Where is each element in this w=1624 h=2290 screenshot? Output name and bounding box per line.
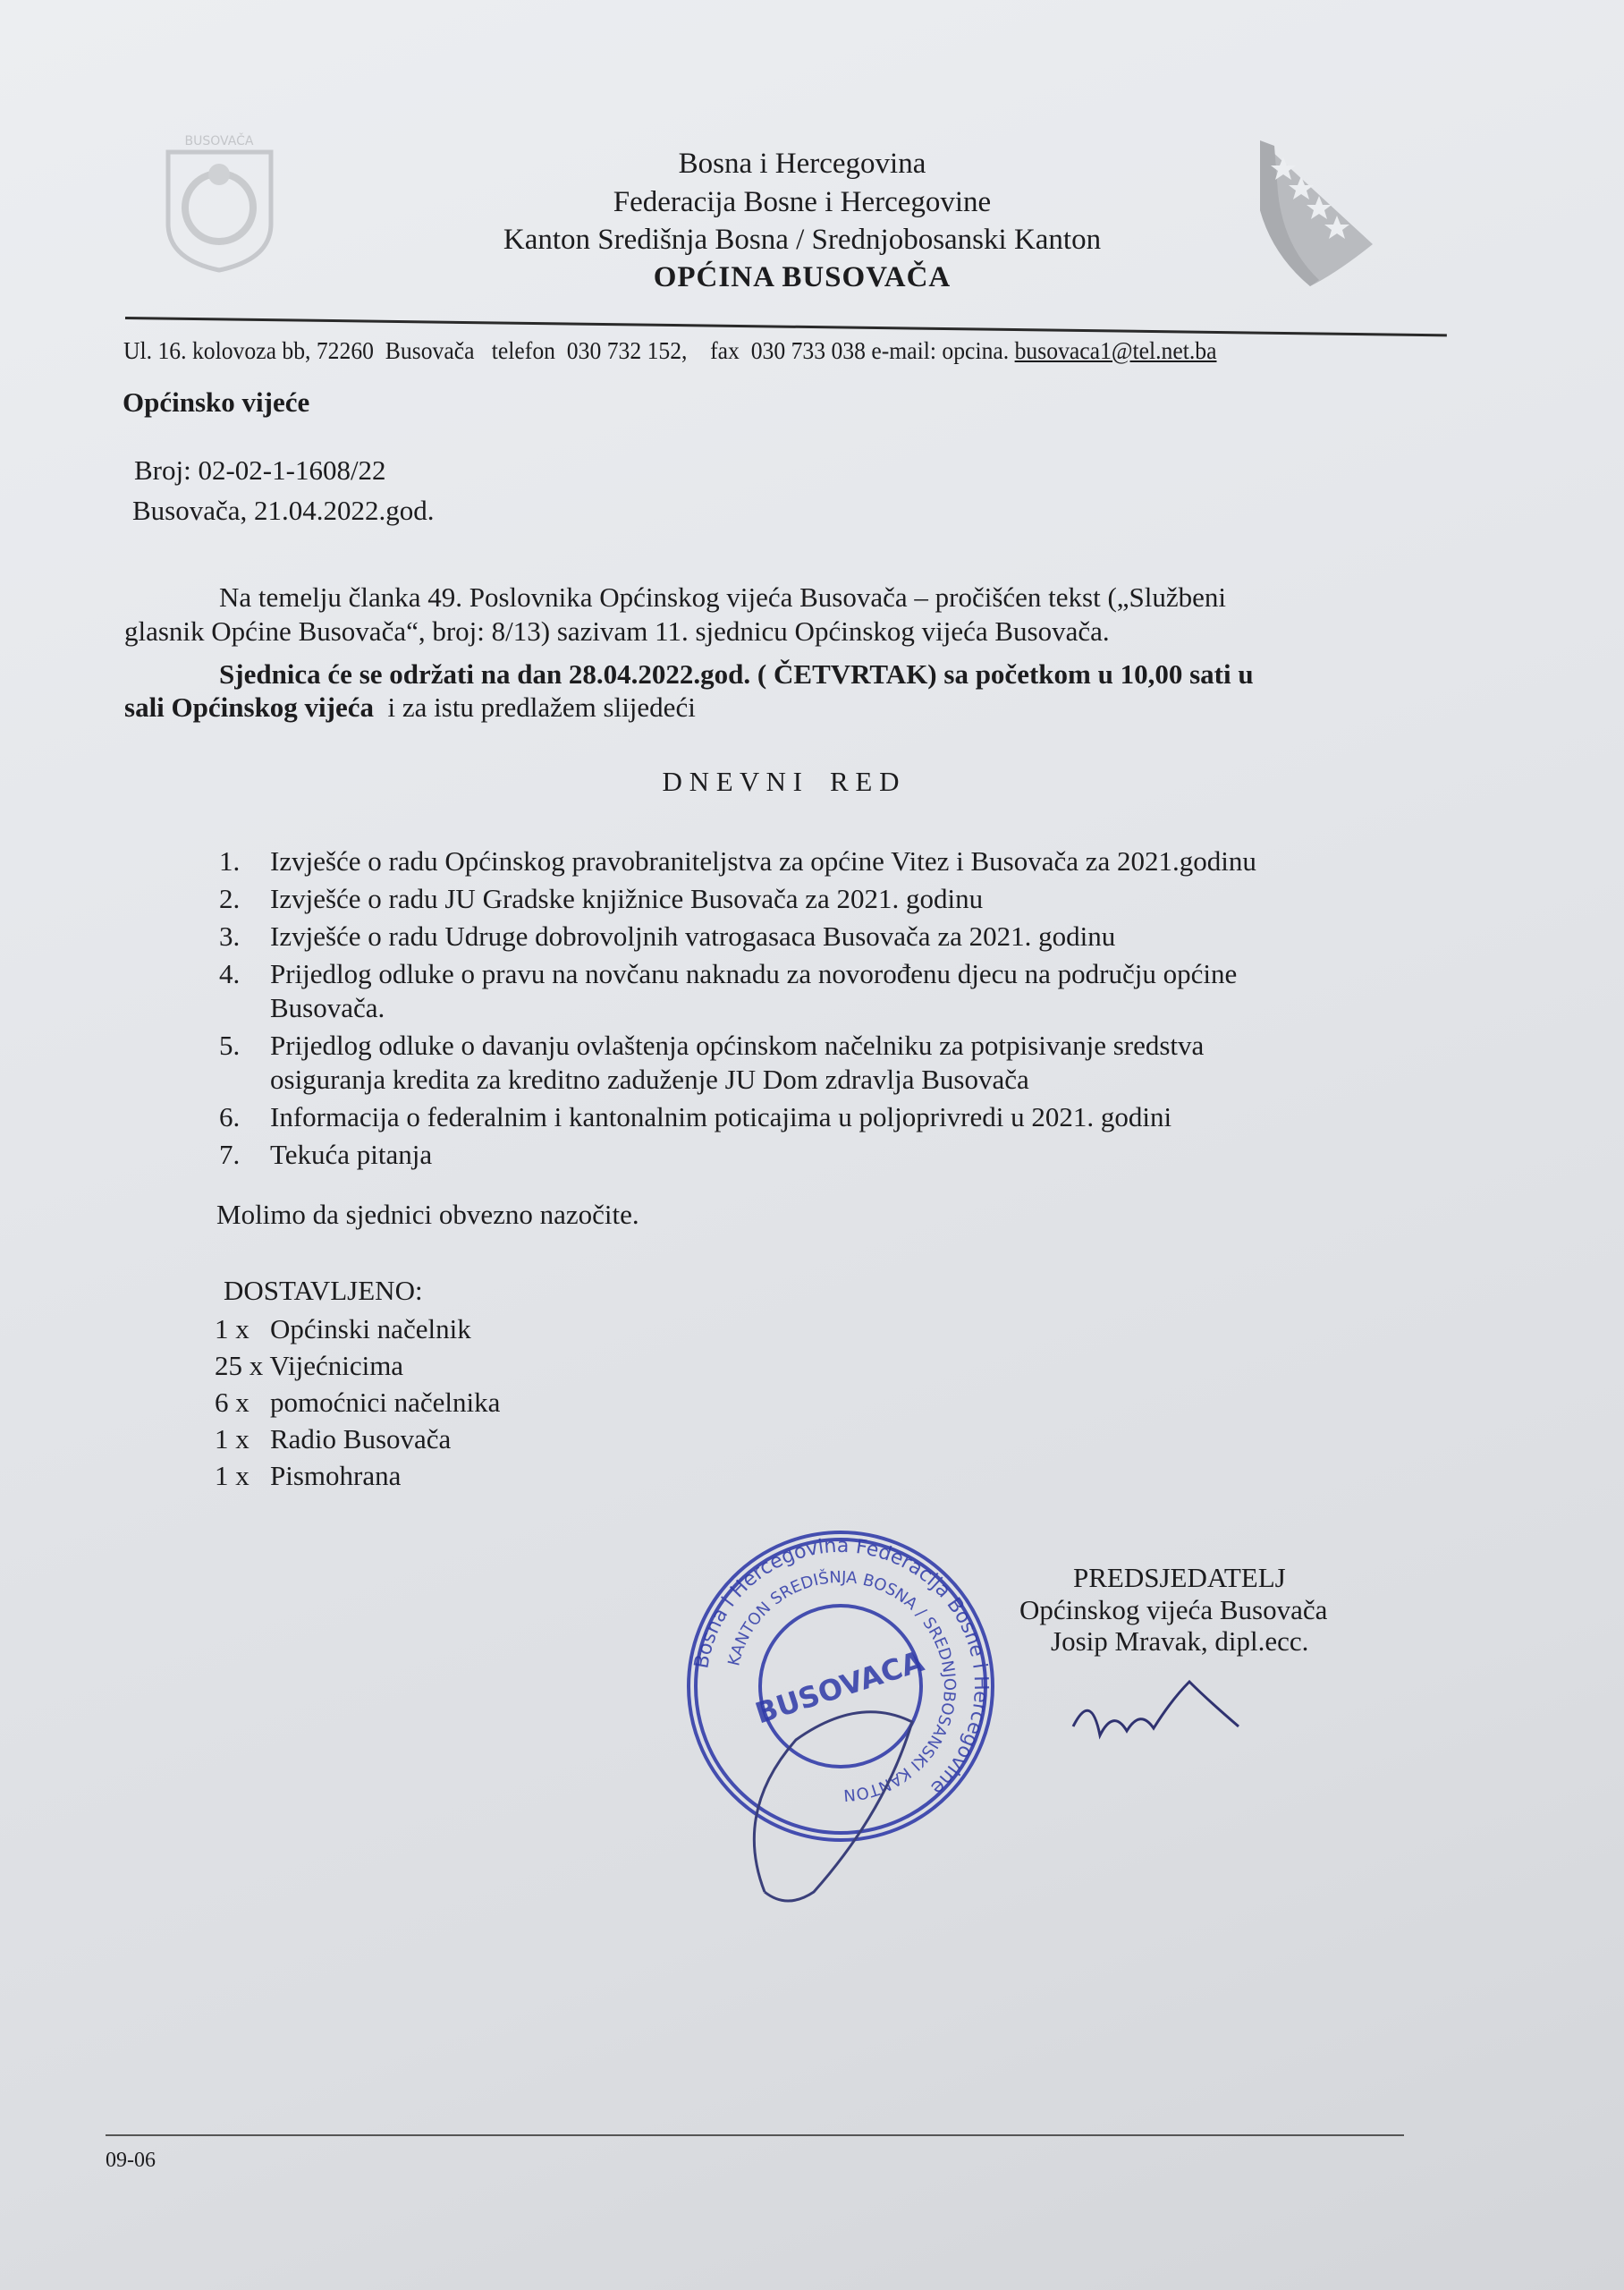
distribution-item: 1 x Radio Busovača: [215, 1423, 452, 1455]
sender-body: Općinsko vijeće: [123, 386, 310, 418]
email-link[interactable]: busovaca1@tel.net.ba: [1014, 337, 1217, 364]
agenda-item-number: 5.: [219, 1030, 241, 1061]
distribution-item: 1 x Općinski načelnik: [215, 1313, 471, 1344]
distribution-item: 6 x pomoćnici načelnika: [215, 1387, 501, 1418]
agenda-item-text: Izvješće o radu Udruge dobrovoljnih vatrogasaca Busovača za 2021. godinu: [270, 920, 1116, 952]
agenda-item-number: 3.: [219, 920, 241, 952]
distribution-title: DOSTAVLJENO:: [224, 1275, 423, 1306]
address-line: [123, 337, 1217, 365]
body-para2-line1: Sjednica će se održati na dan 28.04.2022.god. ( ČETVRTAK) sa početkom u 10,00 sati u: [219, 658, 1254, 690]
agenda-item-text: Izvješće o radu JU Gradske knjižnice Busovača za 2021. godinu: [270, 883, 984, 914]
agenda-item-number: 1.: [219, 845, 241, 877]
body-para1-line2: glasnik Općine Busovača“, broj: 8/13) sazivam 11. sjednicu Općinskog vijeća Busovača.: [124, 615, 1110, 647]
agenda-item-text: osiguranja kredita za kreditno zaduženje JU Dom zdravlja Busovača: [270, 1064, 1029, 1095]
header-canton: Kanton Središnja Bosna / Srednjobosanski Kanton: [503, 224, 1102, 256]
reference-number: Broj: 02-02-1-1608/22: [134, 454, 386, 486]
header-municipality: OPĆINA BUSOVAČA: [653, 261, 952, 293]
closing-text: Molimo da sjednici obvezno nazočite.: [216, 1199, 639, 1230]
logo-text: BUSOVAČA: [184, 134, 254, 148]
agenda-item-text: Busovača.: [270, 992, 385, 1023]
signature-title: PREDSJEDATELJ: [1073, 1562, 1286, 1593]
official-stamp: [680, 1516, 1002, 1910]
meeting-location: sali Općinskog vijeća: [124, 691, 375, 723]
agenda-item-text: Prijedlog odluke o davanju ovlaštenja općinskom načelniku za potpisivanje sredstva: [270, 1030, 1205, 1061]
stamp-outer-text: Bosna i Hercegovina Federacija Bosne i Hercegovine: [690, 1534, 993, 1799]
agenda-item-text: Prijedlog odluke o pravu na novčanu naknadu za novorođenu djecu na području općine: [270, 958, 1238, 989]
body-para1-line1: Na temelju članka 49. Poslovnika Općinskog vijeća Busovača – pročišćen tekst („Službeni: [219, 581, 1227, 613]
place-date: Busovača, 21.04.2022.god.: [132, 495, 435, 526]
distribution-item: 1 x Pismohrana: [215, 1460, 402, 1491]
header-divider: [125, 317, 1447, 336]
body-para2-line2: [124, 691, 696, 724]
agenda-item-text: Izvješće o radu Općinskog pravobraniteljstva za općine Vitez i Busovača za 2021.godinu: [270, 845, 1256, 877]
signature-org: Općinskog vijeća Busovača: [1019, 1594, 1328, 1625]
agenda-item-text: Informacija o federalnim i kantonalnim poticajima u poljoprivredi u 2021. godini: [270, 1101, 1172, 1132]
agenda-item-number: 6.: [219, 1101, 241, 1132]
distribution-item: 25 x Vijećnicima: [215, 1350, 404, 1381]
stamp-center-text: BUSOVACA: [750, 1643, 928, 1731]
agenda-title: D N E V N I R E D: [662, 766, 900, 797]
agenda-item-text: Tekuća pitanja: [270, 1139, 433, 1170]
footer-code: 09-06: [106, 2149, 156, 2172]
address-text: Ul. 16. kolovoza bb, 72260 Busovača telefon 030 732 152, fax 030 733 038 e-mail: opcina.: [123, 337, 1010, 364]
signature-icon: [1064, 1673, 1252, 1753]
agenda-intro: i za istu predlažem slijedeći: [374, 691, 696, 723]
header-federation: Federacija Bosne i Hercegovine: [613, 186, 992, 218]
agenda-item-number: 4.: [219, 958, 241, 989]
agenda-item-number: 2.: [219, 883, 241, 914]
footer-divider: [106, 2134, 1404, 2136]
header-country: Bosna i Hercegovina: [678, 148, 926, 180]
signature-name: Josip Mravak, dipl.ecc.: [1051, 1625, 1309, 1657]
stamp-inner-text: KANTON SREDIŠNJA BOSNA / SREDNJOBOSANSKI KANTON: [724, 1567, 960, 1805]
agenda-item-number: 7.: [219, 1139, 241, 1170]
